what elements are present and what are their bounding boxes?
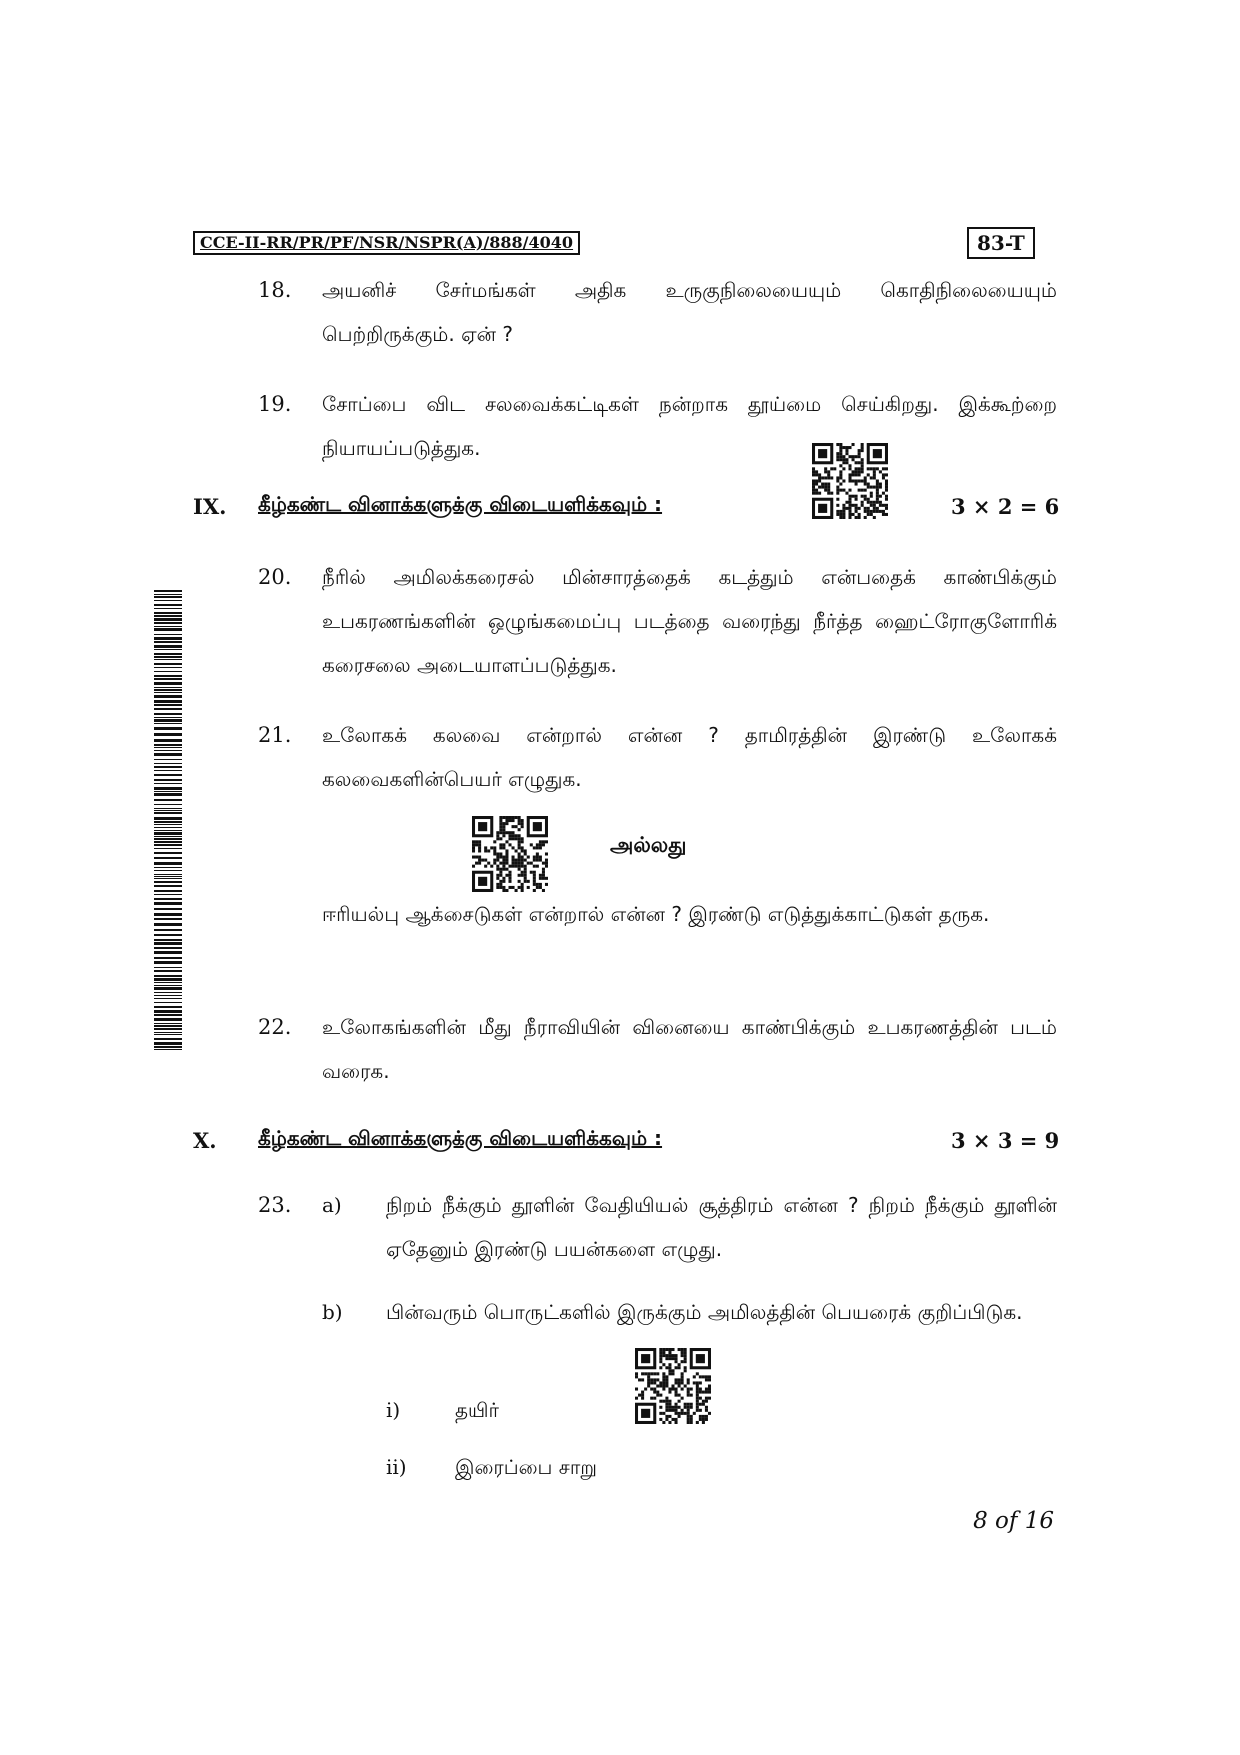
question-23-part-b-label: b) [322,1300,343,1324]
question-23-item-1-label: i) [386,1398,401,1422]
section-9-title: கீழ்கண்ட வினாக்களுக்கு விடையளிக்கவும் : [258,492,663,516]
question-20-text: நீரில் அமிலக்கரைசல் மின்சாரத்தைக் கடத்தும் என்பதைக் காண்பிக்கும் உபகரணங்களின் ஒழுங்கமைப்பு படத்தை வரைந்து நீர்த்த ஹைட்ரோகுளோரிக் கரைசலை அடையாளப்படுத்துக. [322,565,1057,677]
section-10-number: X. [193,1128,217,1153]
question-21-number: 21. [258,723,292,747]
question-20-number: 20. [258,565,292,589]
question-23-number: 23. [258,1193,292,1217]
question-19-number: 19. [258,392,292,416]
section-9-marks: 3 × 2 = 6 [951,494,1060,519]
qr-code-section-10 [635,1348,711,1424]
section-10-title: கீழ்கண்ட வினாக்களுக்கு விடையளிக்கவும் : [258,1126,663,1150]
question-23-item-1-text: தயிர் [455,1398,500,1422]
page-number: 8 of 16 [973,1508,1054,1534]
section-9-number: IX. [193,494,227,519]
question-22-number: 22. [258,1015,292,1039]
qr-code-question-21 [472,816,548,892]
question-22-text: உலோகங்களின் மீது நீராவியின் வினையை காண்பிக்கும் உபகரணத்தின் படம் வரைக. [322,1015,1057,1083]
section-10-marks: 3 × 3 = 9 [951,1128,1060,1153]
paper-tag: 83-T [967,227,1035,259]
paper-code: CCE-II-RR/PR/PF/NSR/NSPR(A)/888/4040 [193,231,580,255]
question-23-part-a-text: நிறம் நீக்கும் தூளின் வேதியியல் சூத்திரம் என்ன ? நிறம் நீக்கும் தூளின் ஏதேனும் இரண்டு பயன்களை எழுது. [386,1193,1057,1261]
question-18-number: 18. [258,278,292,302]
question-21-text: உலோகக் கலவை என்றால் என்ன ? தாமிரத்தின் இரண்டு உலோகக் கலவைகளின்பெயர் எழுதுக. [322,723,1057,791]
question-21-alternative-text: ஈரியல்பு ஆக்சைடுகள் என்றால் என்ன ? இரண்டு எடுத்துக்காட்டுகள் தருக. [322,902,990,926]
side-barcode [154,590,182,1050]
question-19-text: சோப்பை விட சலவைக்கட்டிகள் நன்றாக தூய்மை செய்கிறது. இக்கூற்றை நியாயப்படுத்துக. [322,392,1057,460]
question-23-item-2-text: இரைப்பை சாறு [455,1455,598,1479]
question-23-part-b-text: பின்வரும் பொருட்களில் இருக்கும் அமிலத்தின் பெயரைக் குறிப்பிடுக. [386,1300,1023,1324]
question-23-part-a-label: a) [322,1193,342,1217]
question-23-item-2-label: ii) [386,1455,407,1479]
qr-code-section-9 [812,443,888,519]
question-18-text: அயனிச் சேர்மங்கள் அதிக உருகுநிலையையும் கொதிநிலையையும் பெற்றிருக்கும். ஏன் ? [322,278,1057,346]
or-label: அல்லது [610,833,687,857]
